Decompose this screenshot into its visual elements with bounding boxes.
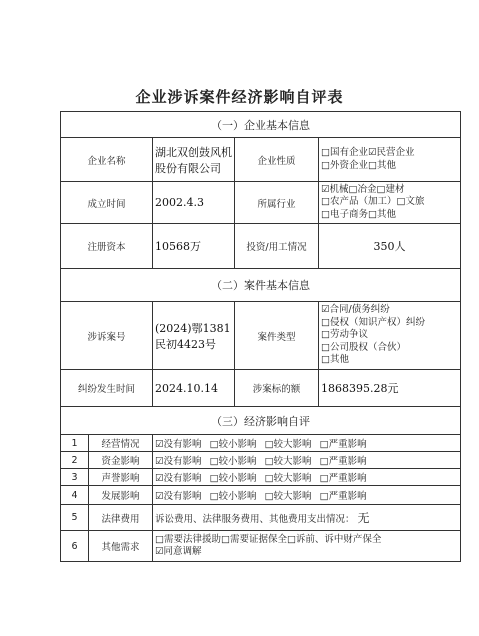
- evaluation-table: [60, 111, 461, 562]
- company-nature-label: 企业性质: [235, 138, 319, 182]
- other-needs-label: 其他需求: [89, 531, 153, 562]
- case-type-option[interactable]: □其他: [321, 354, 349, 366]
- impact-options[interactable]: [153, 435, 461, 452]
- company-nature-option[interactable]: □国有企业☑民营企业: [321, 147, 415, 158]
- established-label: 成立时间: [61, 182, 153, 224]
- impact-option[interactable]: □严重影响: [319, 491, 367, 502]
- impact-option[interactable]: □较大影响: [264, 491, 312, 502]
- row-number: 1: [61, 435, 89, 452]
- impact-options[interactable]: [153, 486, 461, 505]
- impact-label: 发展影响: [89, 486, 153, 505]
- legal-fees-label: 法律费用: [89, 505, 153, 531]
- company-nature-options[interactable]: [319, 138, 461, 182]
- case-type-option[interactable]: □劳动争议: [321, 329, 368, 341]
- impact-option[interactable]: □较大影响: [264, 439, 312, 450]
- case-type-option[interactable]: □公司股权（合伙）: [321, 341, 406, 353]
- section3-heading: （三）经济影响自评: [61, 407, 461, 435]
- row-number: 2: [61, 452, 89, 469]
- case-no-label: 涉诉案号: [61, 302, 153, 370]
- legal-fees-cell[interactable]: [153, 505, 461, 531]
- company-name-value[interactable]: 湖北双创鼓风机股份有限公司: [153, 138, 235, 182]
- amount-value[interactable]: 1868395.28元: [319, 370, 461, 407]
- impact-label: 经营情况: [89, 435, 153, 452]
- industry-option[interactable]: □农产品（加工）□文旅: [321, 196, 425, 208]
- case-no-value[interactable]: (2024)鄂1381民初4423号: [153, 302, 235, 370]
- impact-options[interactable]: [153, 469, 461, 486]
- impact-option[interactable]: □严重影响: [319, 456, 367, 467]
- impact-option[interactable]: ☑没有影响: [155, 456, 202, 467]
- case-type-options[interactable]: [319, 302, 461, 370]
- legal-fees-text: 诉讼费用、法律服务费用、其他费用支出情况：: [155, 514, 355, 525]
- case-type-label: 案件类型: [235, 302, 319, 370]
- impact-option[interactable]: □较小影响: [209, 456, 257, 467]
- impact-option[interactable]: ☑没有影响: [155, 439, 202, 450]
- row-number: 5: [61, 505, 89, 531]
- capital-value[interactable]: 10568万: [153, 224, 235, 269]
- impact-option[interactable]: □较大影响: [264, 473, 312, 484]
- industry-option[interactable]: ☑机械□冶金□建材: [321, 183, 405, 195]
- employment-value[interactable]: 350人: [319, 224, 461, 269]
- case-type-option[interactable]: □侵权（知识产权）纠纷: [321, 316, 425, 328]
- row-number: 6: [61, 531, 89, 562]
- employment-label: 投资/用工情况: [235, 224, 319, 269]
- dispute-time-label: 纠纷发生时间: [61, 370, 153, 407]
- impact-option[interactable]: □较小影响: [209, 473, 257, 484]
- form-title: 企业涉诉案件经济影响自评表: [135, 88, 344, 106]
- amount-label: 涉案标的额: [235, 370, 319, 407]
- industry-label: 所属行业: [235, 182, 319, 224]
- industry-option[interactable]: □电子商务□其他: [321, 208, 396, 220]
- impact-option[interactable]: ☑没有影响: [155, 491, 202, 502]
- impact-label: 声誉影响: [89, 469, 153, 486]
- impact-option[interactable]: □较小影响: [209, 491, 257, 502]
- other-needs-option[interactable]: □需要法律援助□需要证据保全□诉前、诉中财产保全: [155, 533, 382, 545]
- established-value[interactable]: 2002.4.3: [153, 182, 235, 224]
- section1-heading: （一）企业基本信息: [61, 112, 461, 138]
- impact-option[interactable]: □较大影响: [264, 456, 312, 467]
- legal-fees-value[interactable]: 无: [357, 511, 370, 525]
- impact-option[interactable]: □较小影响: [209, 439, 257, 450]
- other-needs-options[interactable]: [153, 531, 461, 562]
- impact-option[interactable]: ☑没有影响: [155, 473, 202, 484]
- impact-option[interactable]: □严重影响: [319, 473, 367, 484]
- industry-options[interactable]: [319, 182, 461, 224]
- other-needs-option[interactable]: ☑同意调解: [155, 546, 202, 557]
- capital-label: 注册资本: [61, 224, 153, 269]
- company-nature-option[interactable]: □外资企业□其他: [321, 159, 396, 171]
- impact-label: 资金影响: [89, 452, 153, 469]
- impact-options[interactable]: [153, 452, 461, 469]
- section2-heading: （二）案件基本信息: [61, 269, 461, 302]
- row-number: 3: [61, 469, 89, 486]
- impact-option[interactable]: □严重影响: [319, 439, 367, 450]
- company-name-label: 企业名称: [61, 138, 153, 182]
- case-type-option[interactable]: ☑合同/债务纠纷: [321, 304, 390, 316]
- row-number: 4: [61, 486, 89, 505]
- dispute-time-value[interactable]: 2024.10.14: [153, 370, 235, 407]
